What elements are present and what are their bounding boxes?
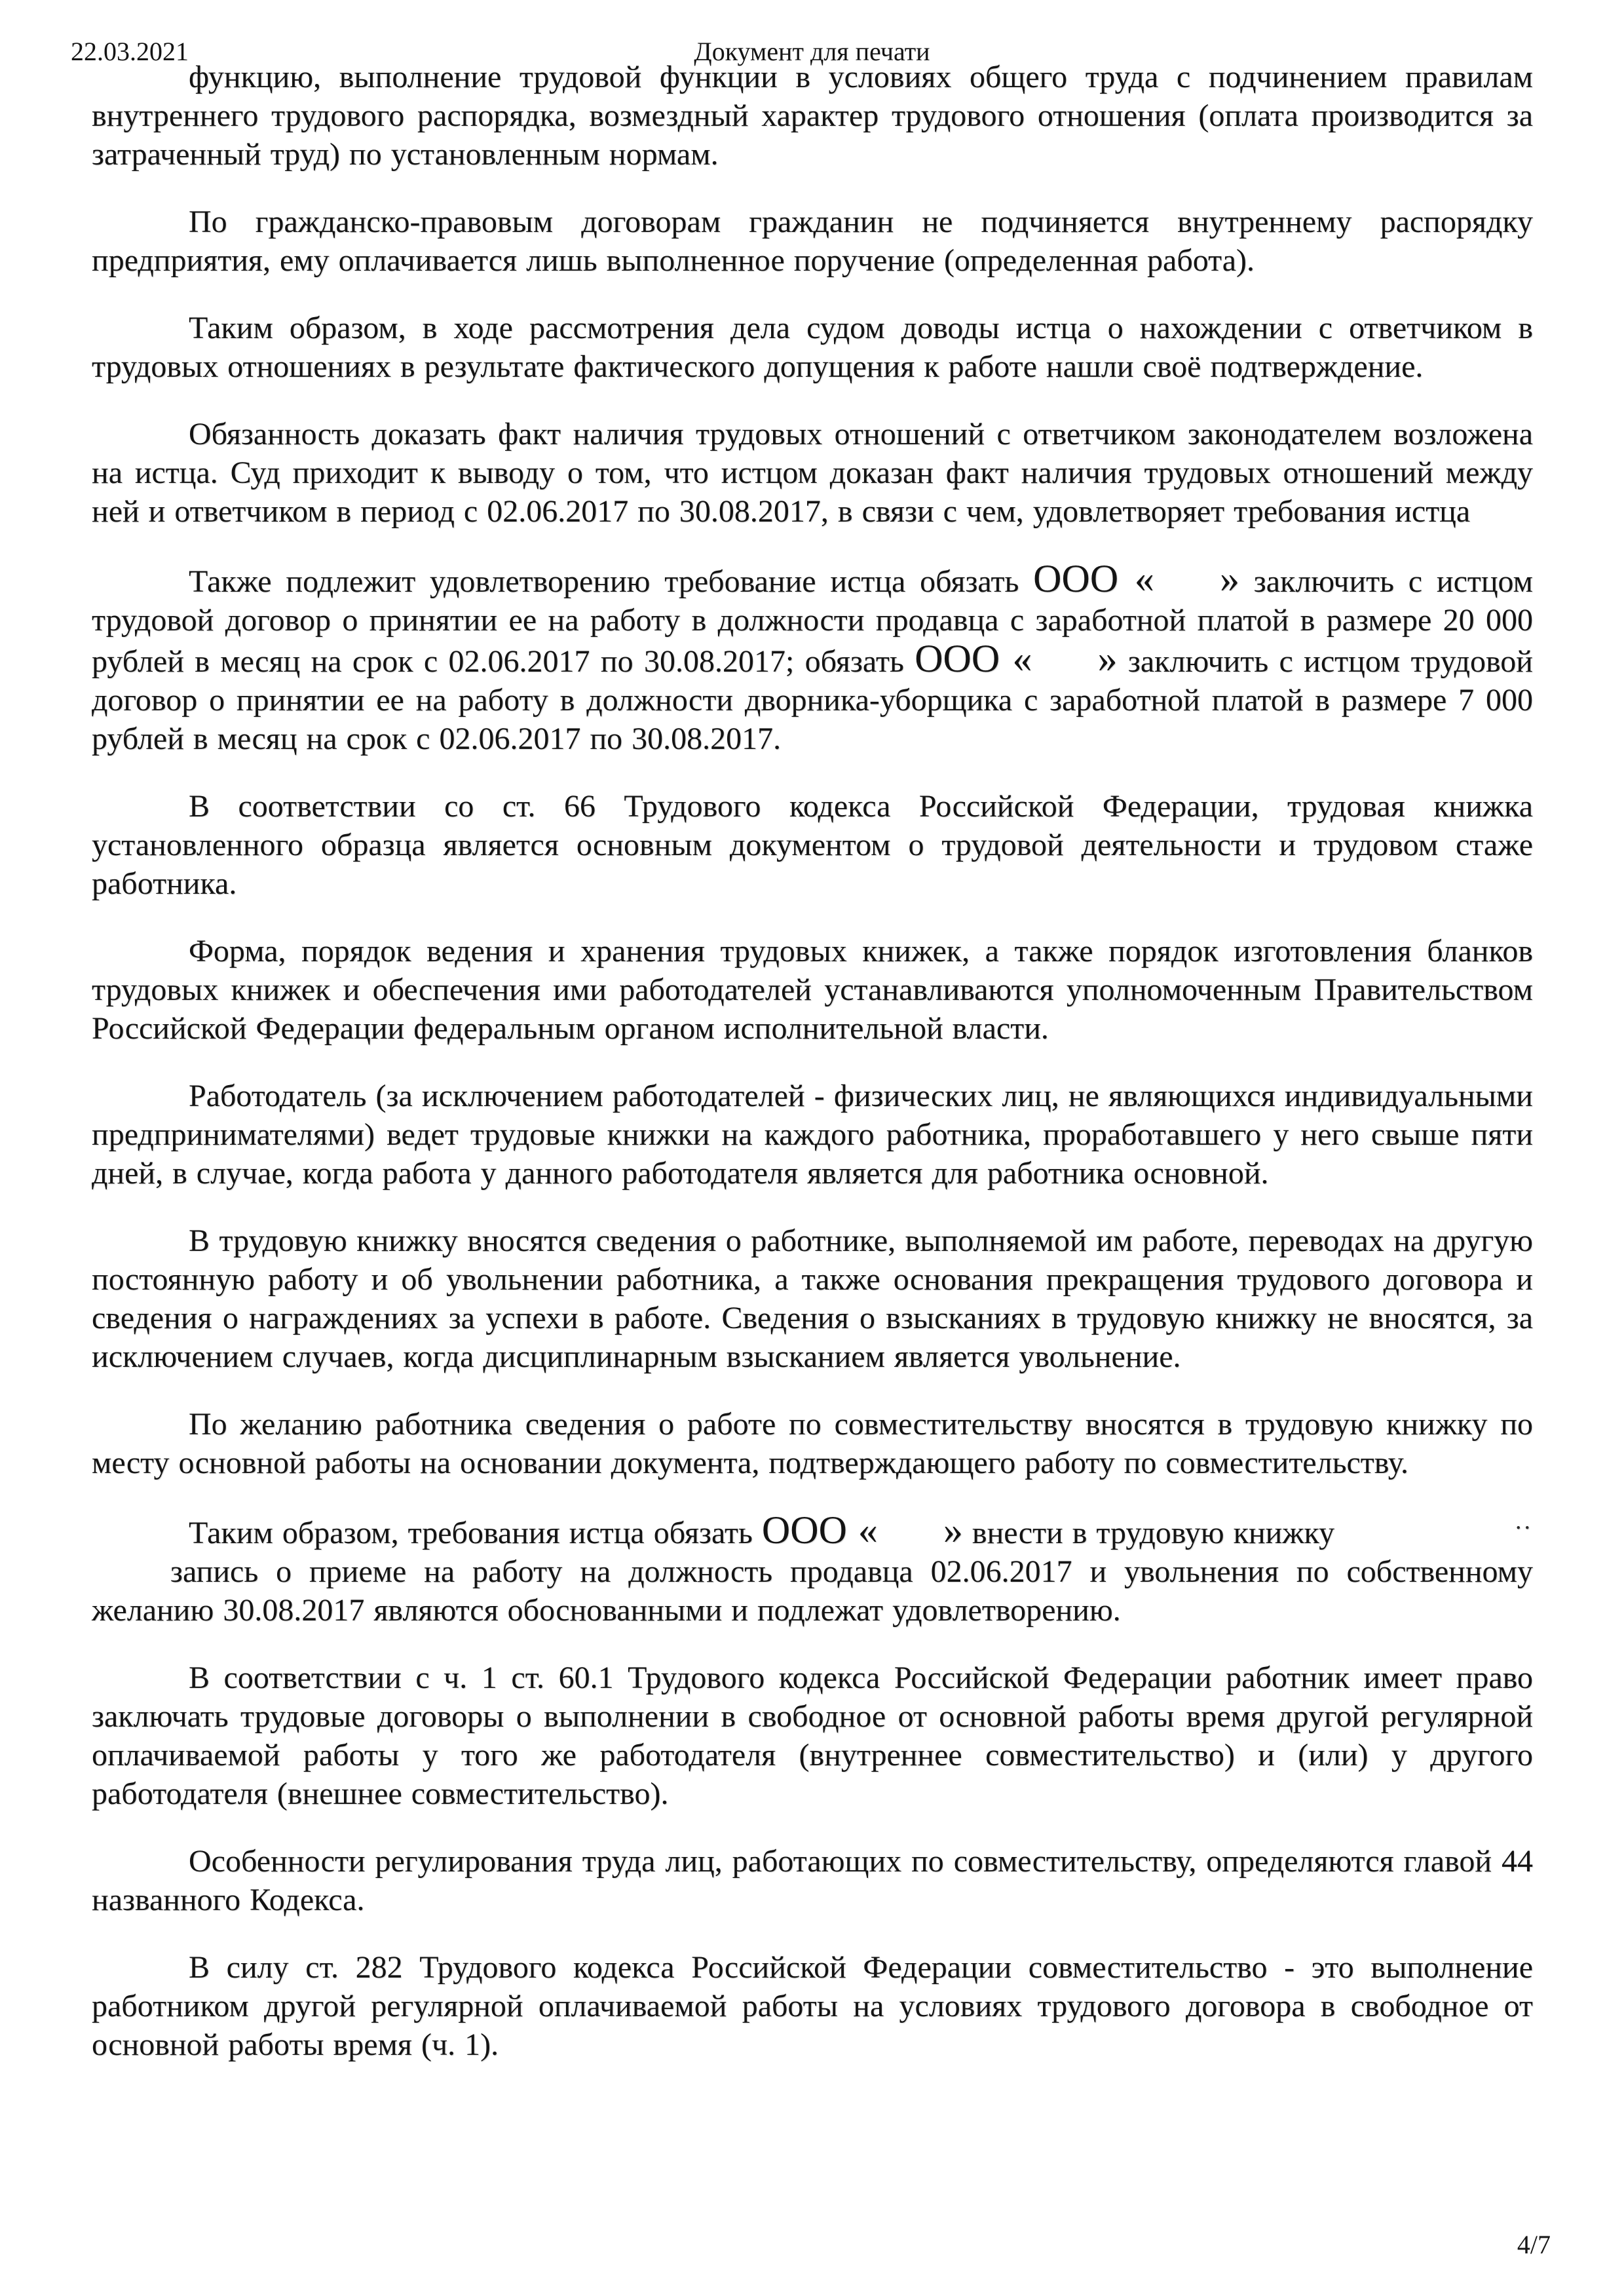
paragraph: [92, 58, 1533, 174]
paragraph-text: желанию 30.08.2017 являются обоснованными и подлежат удовлетворению.: [92, 1593, 1121, 1628]
paragraph-text: В соответствии со ст. 66 Трудового кодекса Российской Федерации, трудовая книжка установленного образца является основным документом о трудовой деятельности и трудовом стаже работника.: [92, 789, 1533, 901]
paragraph-text: запись о приеме на работу на должность продавца 02.06.2017 и увольнения по собственному: [170, 1554, 1533, 1589]
paragraph-line: [92, 1507, 1533, 1552]
paragraph-text: По желанию работника сведения о работе по совместительству вносятся в трудовую книжку по месту основной работы на основании документа, подтверждающего работу по совместительству.: [92, 1407, 1533, 1480]
company-label: »: [943, 1508, 963, 1552]
paragraph: [92, 1507, 1533, 1630]
paragraph-text: По гражданско-правовым договорам гражданин не подчиняется внутреннему распорядку предприятия, ему оплачивается лишь выполненное поручение (определенная работа).: [92, 204, 1533, 278]
scan-artifact-dots: ..: [1515, 1507, 1533, 1535]
company-label: »: [1219, 557, 1239, 600]
paragraph-text: Таким образом, требования истца обязать: [189, 1516, 762, 1550]
redacted-company-name-gap: [1154, 591, 1220, 592]
paragraph-text: Работодатель (за исключением работодателей - физических лиц, не являющихся индивидуальными предпринимателями) ведет трудовые книжки на каждого работника, проработавшего у него свыше пяти дней, в случае, когда работа у данного работодателя является для работника основной.: [92, 1079, 1533, 1191]
paragraph-line: [92, 1591, 1533, 1630]
paragraph: [92, 202, 1533, 280]
paragraph: [92, 1948, 1533, 2064]
paragraph: [92, 1658, 1533, 1813]
paragraph: [92, 1405, 1533, 1482]
paragraph-text: Также подлежит удовлетворению требование истца обязать: [189, 564, 1034, 599]
paragraph: [92, 1221, 1533, 1376]
paragraph: [92, 415, 1533, 531]
paragraph-text: заключить с истцом трудовой договор о принятии ее на работу в должности продавца с заработной платой в размере 20 000 рублей в месяц на срок с 02.06.2017 по 30.08.2017; обязать: [92, 564, 1533, 679]
header-title: Документ для печати: [694, 37, 930, 66]
paragraph: [92, 1077, 1533, 1193]
document-body: [92, 58, 1533, 2064]
paragraph: [92, 309, 1533, 386]
paragraph-text: В соответствии с ч. 1 ст. 60.1 Трудового кодекса Российской Федерации работник имеет право заключать трудовые договоры о выполнении в свободное от основной работы время другой регулярной оплачиваемой работы у того же работодателя (внутреннее совместительство) и (или) у другого работодателя (внешнее совместительство).: [92, 1660, 1533, 1811]
paragraph: [92, 557, 1533, 758]
page-number: 4/7: [1517, 2230, 1551, 2259]
paragraph-text: внести в трудовую книжку: [962, 1516, 1335, 1550]
company-label: ООО «: [1033, 557, 1154, 600]
paragraph: [92, 932, 1533, 1048]
company-label: ООО «: [761, 1508, 878, 1552]
paragraph-text: Форма, порядок ведения и хранения трудовых книжек, а также порядок изготовления бланков трудовых книжек и обеспечения ими работодателей устанавливаются уполномоченным Правительством Российской Федерации федеральным органом исполнительной власти.: [92, 934, 1533, 1046]
company-label: ООО «: [915, 637, 1032, 680]
paragraph-line: [170, 1552, 1533, 1591]
redacted-company-name-gap: [878, 1542, 943, 1543]
paragraph: [92, 1842, 1533, 1919]
paragraph-text: В силу ст. 282 Трудового кодекса Российской Федерации совместительство - это выполнение работником другой регулярной оплачиваемой работы на условиях трудового договора в свободное от основной работы время (ч. 1).: [92, 1950, 1533, 2062]
company-label: »: [1097, 637, 1118, 680]
paragraph-text: функцию, выполнение трудовой функции в условиях общего труда с подчинением правилам внутреннего трудового распорядка, возмездный характер трудового отношения (оплата производится за затраченный труд) по установленным нормам.: [92, 60, 1533, 172]
paragraph: [92, 787, 1533, 903]
paragraph-text: Особенности регулирования труда лиц, работающих по совместительству, определяются главой 44 названного Кодекса.: [92, 1844, 1533, 1917]
header-date: 22.03.2021: [71, 37, 189, 66]
paragraph-text: заключить с истцом трудовой договор о принятии ее на работу в должности дворника-уборщика с заработной платой в размере 7 000 рублей в месяц на срок с 02.06.2017 по 30.08.2017.: [92, 644, 1533, 756]
redacted-company-name-gap: [1032, 671, 1098, 672]
paragraph-text: Обязанность доказать факт наличия трудовых отношений с ответчиком законодателем возложена на истца. Суд приходит к выводу о том, что истцом доказан факт наличия трудовых отношений между ней и ответчиком в период с 02.06.2017 по 30.08.2017, в связи с чем, удовлетворяет требования истца: [92, 417, 1533, 529]
paragraph-text: Таким образом, в ходе рассмотрения дела судом доводы истца о нахождении с ответчиком в трудовых отношениях в результате фактического допущения к работе нашли своё подтверждение.: [92, 311, 1533, 384]
paragraph-text: В трудовую книжку вносятся сведения о работнике, выполняемой им работе, переводах на другую постоянную работу и об увольнении работника, а также основания прекращения трудового договора и сведения о награждениях за успехи в работе. Сведения о взысканиях в трудовую книжку не вносятся, за исключением случаев, когда дисциплинарным взысканием является увольнение.: [92, 1223, 1533, 1374]
